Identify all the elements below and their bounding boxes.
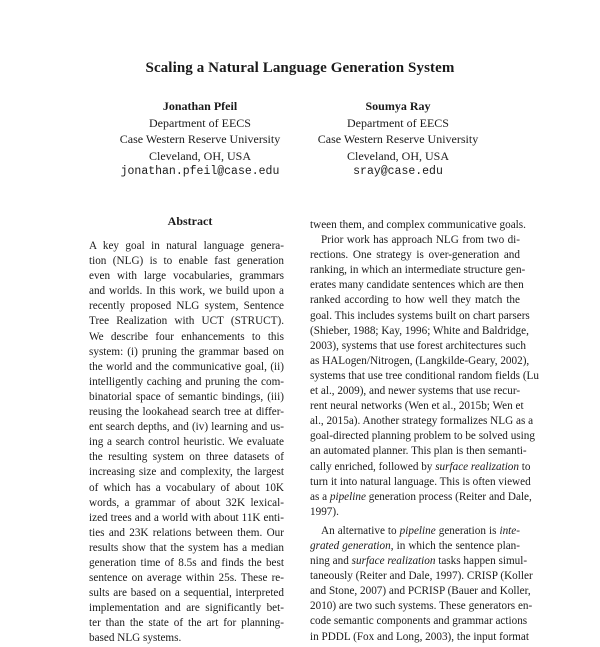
body-line: grated generation, in which the sentence plan-: [310, 539, 520, 552]
body-line: systems that use tree conditional random fields (Lu: [310, 369, 539, 382]
body-line: in PDDL (Fox and Long, 2003), the input format: [310, 630, 529, 643]
body-line: Prior work has approach NLG from two di-: [321, 234, 520, 247]
abstract-line: the world and the communicative goal, (ii): [89, 360, 284, 373]
author-university: Case Western Reserve University: [119, 132, 281, 146]
abstract-line: generation time of 8.5s and finds the best: [89, 556, 284, 569]
abstract-line: ized trees and a world with about 11K enti-: [89, 511, 284, 524]
body-line: code semantic components and grammar actions: [310, 615, 528, 628]
body-line: tween them, and complex communicative goals.: [310, 219, 526, 231]
abstract-line: the resulting system on three datasets of: [89, 451, 284, 464]
abstract-line: binatorial space of semantic bindings, (iii): [89, 390, 284, 403]
author-name: Soumya Ray: [365, 99, 431, 113]
body-line: goal-directed planning problem to be solved using: [310, 430, 535, 443]
body-line: cally enriched, followed by surface realization to: [310, 460, 531, 473]
abstract-line: tion (NLG) is to enable fast generation: [89, 255, 284, 268]
abstract-line: words, a grammar of about 32K lexical-: [89, 496, 284, 509]
body-line: turn it into natural language. This is often viewed: [310, 475, 531, 488]
abstract-line: sentence on average within 25s. These re-: [89, 572, 284, 585]
author-name: Jonathan Pfeil: [162, 99, 238, 113]
author-block-2: [283, 98, 513, 181]
author-email: jonathan.pfeil@case.edu: [120, 165, 280, 178]
abstract-line: system: (i) pruning the grammar based on: [89, 345, 284, 358]
body-line: an automated planner. This plan is then semanti-: [310, 445, 527, 458]
abstract-line: recently proposed NLG system, Sentence: [89, 300, 284, 313]
body-line: goal. This includes systems built on chart parsers: [310, 309, 530, 322]
author-department: Department of EECS: [347, 115, 449, 130]
abstract-line: ing a search control heuristic. We evaluate: [89, 436, 284, 449]
author-block-1: [85, 98, 315, 181]
body-line: as a pipeline generation process (Reiter and Dale,: [310, 490, 532, 503]
abstract-line: A key goal in natural language genera-: [89, 240, 284, 252]
body-line: An alternative to pipeline generation is inte-: [321, 524, 520, 537]
abstract-line: even with large vocabularies, grammars: [89, 270, 284, 283]
abstract-line: and worlds. In this work, we build upon a: [89, 285, 284, 298]
body-line: ranked according to how well they match the: [310, 294, 520, 307]
abstract-line: ter than the state of the art for planning-: [89, 617, 284, 630]
author-email: sray@case.edu: [353, 165, 443, 178]
author-city: Cleveland, OH, USA: [149, 148, 251, 163]
body-line: erates many candidate sentences which are then: [310, 279, 524, 292]
body-line: 2010) are two such systems. These generators en-: [310, 600, 533, 613]
abstract-body: [89, 239, 284, 647]
abstract-line: intelligently caching and pruning the com-: [89, 375, 284, 388]
abstract-line: Tree Realization with UCT (STRUCT).: [89, 315, 284, 328]
author-university: Case Western Reserve University: [317, 132, 479, 146]
body-line: taneously (Reiter and Dale, 1997). CRISP (Koller: [310, 570, 533, 583]
body-line: rections. One strategy is over-generation and: [310, 249, 520, 262]
abstract-line: increasing size and complexity, the largest: [89, 466, 284, 479]
body-line: rent neural networks (Wen et al., 2015b; Wen et: [310, 400, 524, 413]
body-line: and Stone, 2007) and PCRISP (Bauer and Koller,: [310, 585, 531, 598]
abstract-line: of which has a vocabulary of about 10K: [89, 481, 284, 494]
body-line: 2003), systems that use forest architectures such: [310, 339, 526, 352]
body-line: ranking, in which an intermediate structure gen-: [310, 264, 526, 277]
abstract-line: implementation and are significantly bet-: [89, 602, 284, 615]
abstract-line: based NLG systems.: [89, 632, 182, 645]
abstract-heading: Abstract: [167, 214, 213, 228]
abstract-line: ties and 23K relations between them. Our: [89, 526, 284, 539]
body-line: 1997).: [310, 505, 339, 518]
abstract-line: results show that the system has a median: [89, 541, 284, 554]
body-line: (Shieber, 1988; Kay, 1996; White and Baldridge,: [310, 324, 529, 337]
body-line: al., 2015a). Another strategy formalizes NLG as a: [310, 415, 534, 428]
abstract-line: reusing the lookahead search tree at differ-: [89, 406, 284, 419]
body-line: et al., 2009), and newer systems that use recur-: [310, 385, 521, 398]
intro-body: [310, 218, 539, 645]
author-city: Cleveland, OH, USA: [347, 148, 449, 163]
body-line: ning and surface realization tasks happen simul-: [310, 555, 528, 568]
abstract-line: sults are based on a sequential, interpreted: [89, 587, 284, 600]
body-line: as HALogen/Nitrogen, (Langkilde-Geary, 2002),: [310, 354, 530, 367]
abstract-line: ent search depths, and (iv) learning and us-: [89, 421, 284, 434]
paper-title: Scaling a Natural Language Generation System: [145, 60, 455, 76]
abstract-line: We describe four enhancements to this: [89, 330, 284, 343]
author-department: Department of EECS: [149, 115, 251, 130]
